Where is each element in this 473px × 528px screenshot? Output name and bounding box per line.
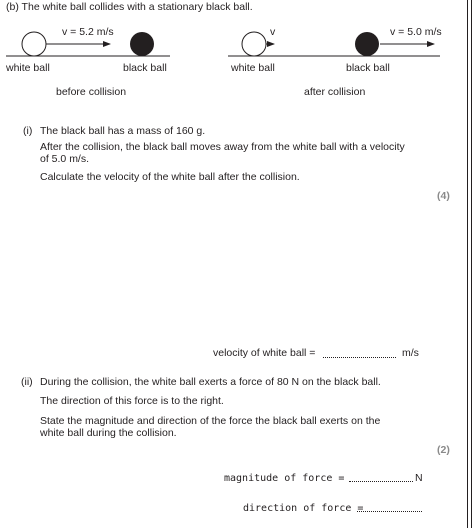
part-ii-line1: During the collision, the white ball exerts a force of 80 N on the black ball. [40,376,381,388]
velocity-label-black-after: v = 5.0 m/s [390,26,442,38]
part-i-number: (i) [23,125,33,137]
white-ball-after [242,32,266,56]
part-ii-marks: (2) [437,444,450,456]
black-ball-label-after: black ball [346,62,390,74]
part-ii-number: (ii) [21,376,33,388]
part-ii-line3b: white ball during the collision. [40,427,177,439]
part-i-line2b: of 5.0 m/s. [40,153,90,165]
velocity-answer-label: velocity of white ball = [213,347,316,359]
part-ii-line2: The direction of this force is to the right. [40,395,224,407]
velocity-answer-unit: m/s [402,347,419,359]
white-ball-label-before: white ball [6,62,50,74]
magnitude-answer-line[interactable] [349,481,413,482]
black-ball-after [355,32,379,56]
white-ball-label-after: white ball [231,62,275,74]
part-i-line2a: After the collision, the black ball moves away from the white ball with a velocity [40,141,405,153]
direction-label: direction of force = [243,503,364,514]
black-ball-before [130,32,154,56]
caption-after: after collision [304,86,366,98]
part-ii-line3a: State the magnitude and direction of the force the black ball exerts on the [40,415,381,427]
magnitude-label: magnitude of force = [224,473,345,484]
question-intro: (b) The white ball collides with a stationary black ball. [6,1,253,13]
direction-answer-line[interactable] [357,511,422,512]
velocity-label-before: v = 5.2 m/s [62,26,114,38]
caption-before: before collision [56,86,127,98]
magnitude-unit: N [415,472,423,484]
part-i-line1: The black ball has a mass of 160 g. [40,125,206,137]
velocity-answer-line[interactable] [323,357,396,358]
part-i-marks: (4) [437,190,450,202]
white-ball-before [22,32,46,56]
part-i-line3: Calculate the velocity of the white ball after the collision. [40,171,300,183]
velocity-label-white-after: v [270,26,276,38]
black-ball-label-before: black ball [123,62,167,74]
